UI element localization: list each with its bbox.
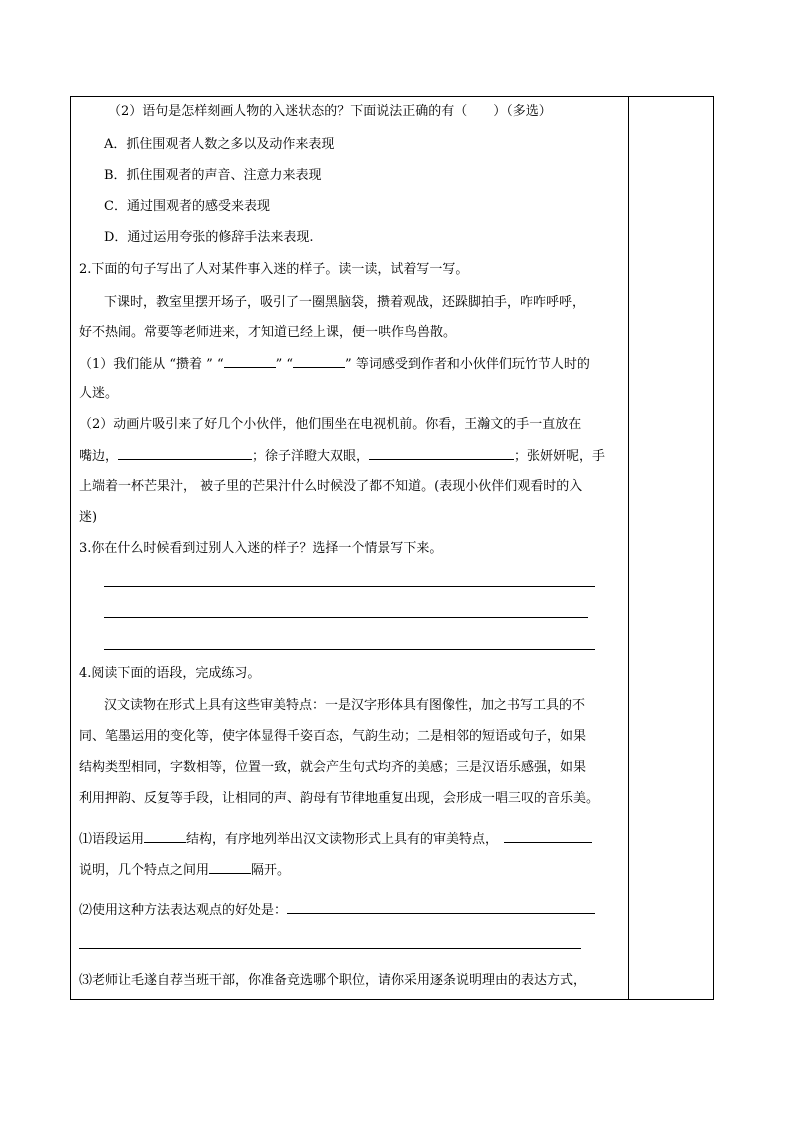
q4-sub1-text-d: 隔开。 — [251, 863, 291, 878]
q1-sub2-prompt: （2）语句是怎样刻画人物的入迷状态的？下面说法正确的有（ ）（多选） — [108, 104, 552, 119]
q2-passage-line: 好不热闹。常要等老师进来，才知道已经上课，便一哄作鸟兽散。 — [79, 325, 457, 340]
q4-sub1-blank-1[interactable] — [144, 831, 186, 843]
q4-sub2-answer-line[interactable] — [79, 948, 581, 949]
q4-sub3-line: ⑶老师让毛遂自荐当班干部，你准备竞选哪个职位，请你采用逐条说明理由的表达方式， — [79, 973, 587, 988]
q1-option-b: B．抓住围观者的声音、注意力来表现 — [104, 168, 322, 183]
q2-sub2-text-b: ；徐子洋瞪大双眼， — [252, 449, 370, 464]
q4-passage-line: 同、笔墨运用的变化等，使字体显得千姿百态，气韵生动；二是相邻的短语或句子，如果 — [79, 729, 587, 744]
table-column-divider — [628, 96, 629, 1000]
q4-passage-line: 结构类型相同，字数相等，位置一致，就会产生句式均齐的美感；三是汉语乐感强，如果 — [79, 760, 587, 775]
q2-sub2-blank-2[interactable] — [369, 448, 514, 460]
q3-answer-line-2[interactable] — [104, 617, 588, 618]
q2-sub1-text-b: ” “ — [275, 357, 294, 372]
q2-sub1-blank-1[interactable] — [224, 356, 276, 368]
q1-option-a: A．抓住围观者人数之多以及动作来表现 — [104, 137, 335, 152]
q2-sub2-line: 迷) — [79, 510, 98, 525]
q2-sub2-text-c: ；张妍妍呢，手 — [514, 449, 606, 464]
q2-sub1-blank-2[interactable] — [293, 356, 345, 368]
q4-sub2-blank[interactable] — [287, 902, 595, 914]
q2-sub2-text-a: 嘴边， — [79, 449, 119, 464]
q2-sub1-line: 人迷。 — [79, 386, 119, 401]
q1-option-d: D．通过运用夸张的修辞手法来表现. — [104, 230, 314, 245]
q4-sub1-line — [79, 862, 290, 879]
q4-sub1-text-a: ⑴语段运用 — [79, 832, 145, 847]
q2-sub2-line: （2）动画片吸引来了好几个小伙伴，他们围坐在电视机前。你看，王瀚文的手一直放在 — [79, 417, 582, 432]
q4-sub2-text: ⑵使用这种方法表达观点的好处是： — [79, 903, 288, 918]
q2-title: 2.下面的句子写出了人对某件事入迷的样子。读一读，试着写一写。 — [79, 262, 469, 277]
q3-title: 3.你在什么时候看到过别人入迷的样子？选择一个情景写下来。 — [79, 541, 443, 556]
q4-passage-line: 汉文读物在形式上具有这些审美特点：一是汉字形体具有图像性，加之书写工具的不 — [104, 698, 586, 713]
q3-answer-line-1[interactable] — [104, 586, 595, 587]
q2-passage-line: 下课时，教室里摆开场子，吸引了一圈黑脑袋，攒着观战，还跺脚拍手，咋咋呼呼， — [104, 295, 586, 310]
q3-answer-line-3[interactable] — [104, 649, 595, 650]
q4-passage-line: 利用押韵、反复等手段，让相同的声、韵母有节律地重复出现，会形成一唱三叹的音乐美。 — [79, 791, 600, 806]
q1-option-c: C．通过围观者的感受来表现 — [104, 199, 270, 214]
q2-sub2-line: 上端着一杯芒果汁， 被子里的芒果汁什么时候没了都不知道。(表现小伙伴们观看时的入 — [79, 479, 583, 494]
q4-sub1-blank-2[interactable] — [504, 831, 592, 843]
q4-title: 4.阅读下面的语段，完成练习。 — [79, 666, 261, 681]
q4-sub1-text-b: 结构，有序地列举出汉文读物形式上具有的审美特点， — [186, 832, 499, 847]
q4-sub2-line — [79, 902, 595, 919]
q2-sub2-blank-1[interactable] — [118, 448, 252, 460]
q4-sub1-blank-3[interactable] — [209, 862, 251, 874]
q4-sub1-text-c: 说明，几个特点之间用 — [79, 863, 210, 878]
q2-sub2-line — [79, 448, 605, 465]
q2-sub1-text-c: ” 等词感受到作者和小伙伴们玩竹节人时的 — [345, 357, 590, 372]
q2-sub1-text-a: （1）我们能从 “攒着 ” “ — [79, 357, 224, 372]
q2-sub1-line — [79, 356, 590, 373]
q4-sub1-line — [79, 831, 592, 848]
